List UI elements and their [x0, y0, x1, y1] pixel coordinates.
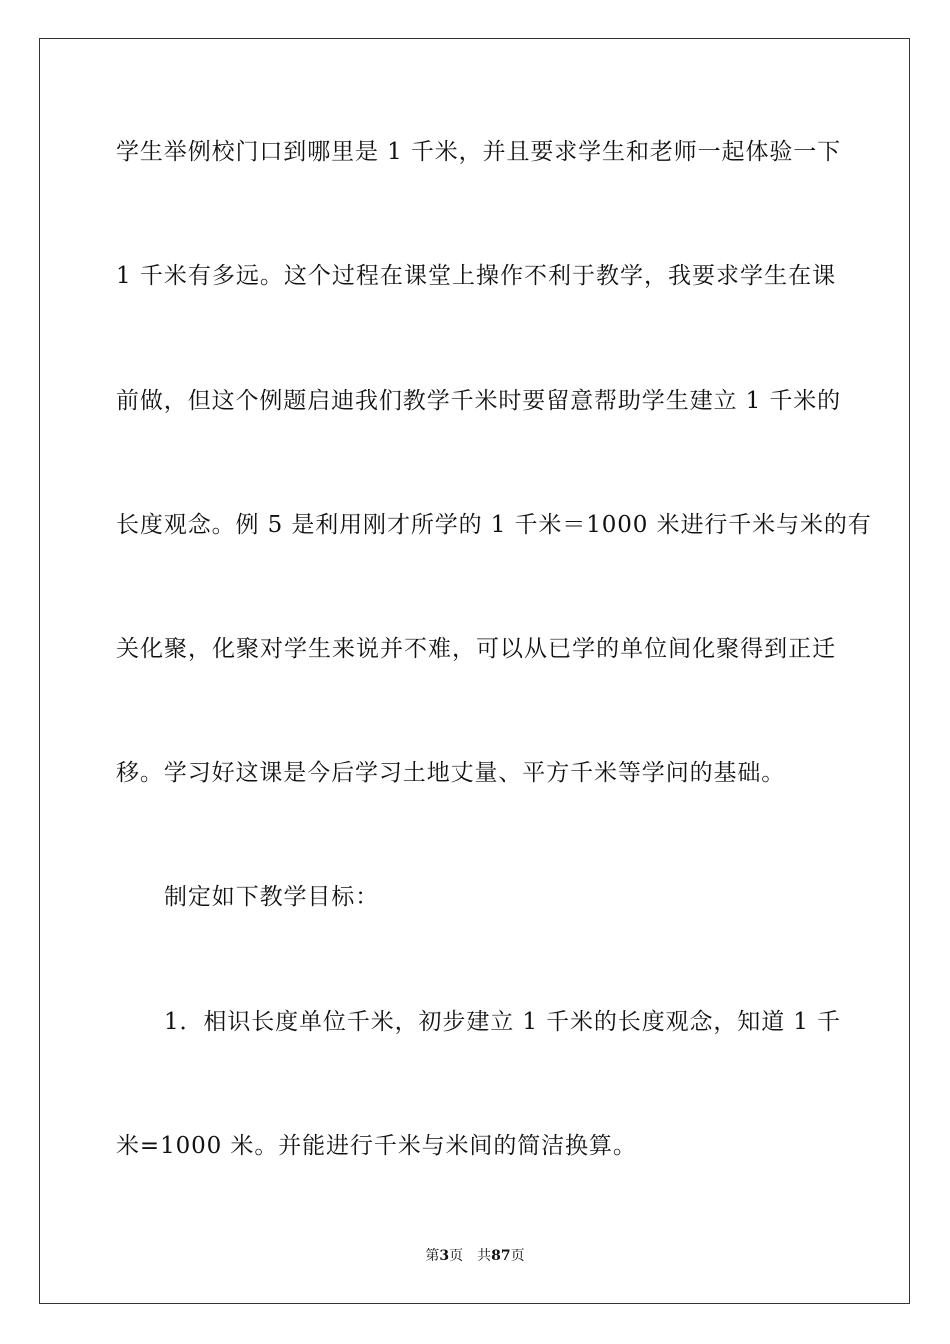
footer-page-total: 87 — [491, 1248, 511, 1264]
objective-1-line-1: 1．相识长度单位千米，初步建立 1 千米的长度观念，知道 1 千 — [164, 1009, 841, 1035]
footer-page-prefix: 第 — [425, 1248, 440, 1264]
footer-page-current: 3 — [439, 1248, 450, 1264]
page-border — [39, 38, 910, 1304]
objectives-heading: 制定如下教学目标： — [164, 884, 380, 910]
paragraph-line-6: 移。学习好这课是今后学习土地丈量、平方千米等学问的基础。 — [116, 760, 786, 786]
paragraph-line-1: 学生举例校门口到哪里是 1 千米，并且要求学生和老师一起体验一下 — [116, 139, 842, 165]
footer-total-prefix: 共 — [477, 1248, 492, 1264]
paragraph-line-4: 长度观念。例 5 是利用刚才所学的 1 千米＝1000 米进行千米与米的有 — [116, 512, 872, 538]
paragraph-line-5: 关化聚，化聚对学生来说并不难，可以从已学的单位间化聚得到正迁 — [116, 636, 836, 662]
objective-1-line-2: 米=1000 米。并能进行千米与米间的简洁换算。 — [116, 1133, 637, 1159]
page-footer — [0, 1247, 950, 1265]
paragraph-line-2: 1 千米有多远。这个过程在课堂上操作不利于教学，我要求学生在课 — [116, 263, 836, 289]
paragraph-line-3: 前做，但这个例题启迪我们教学千米时要留意帮助学生建立 1 千米的 — [116, 388, 842, 414]
footer-page-unit: 页 — [449, 1248, 464, 1264]
footer-total-unit: 页 — [510, 1248, 525, 1264]
